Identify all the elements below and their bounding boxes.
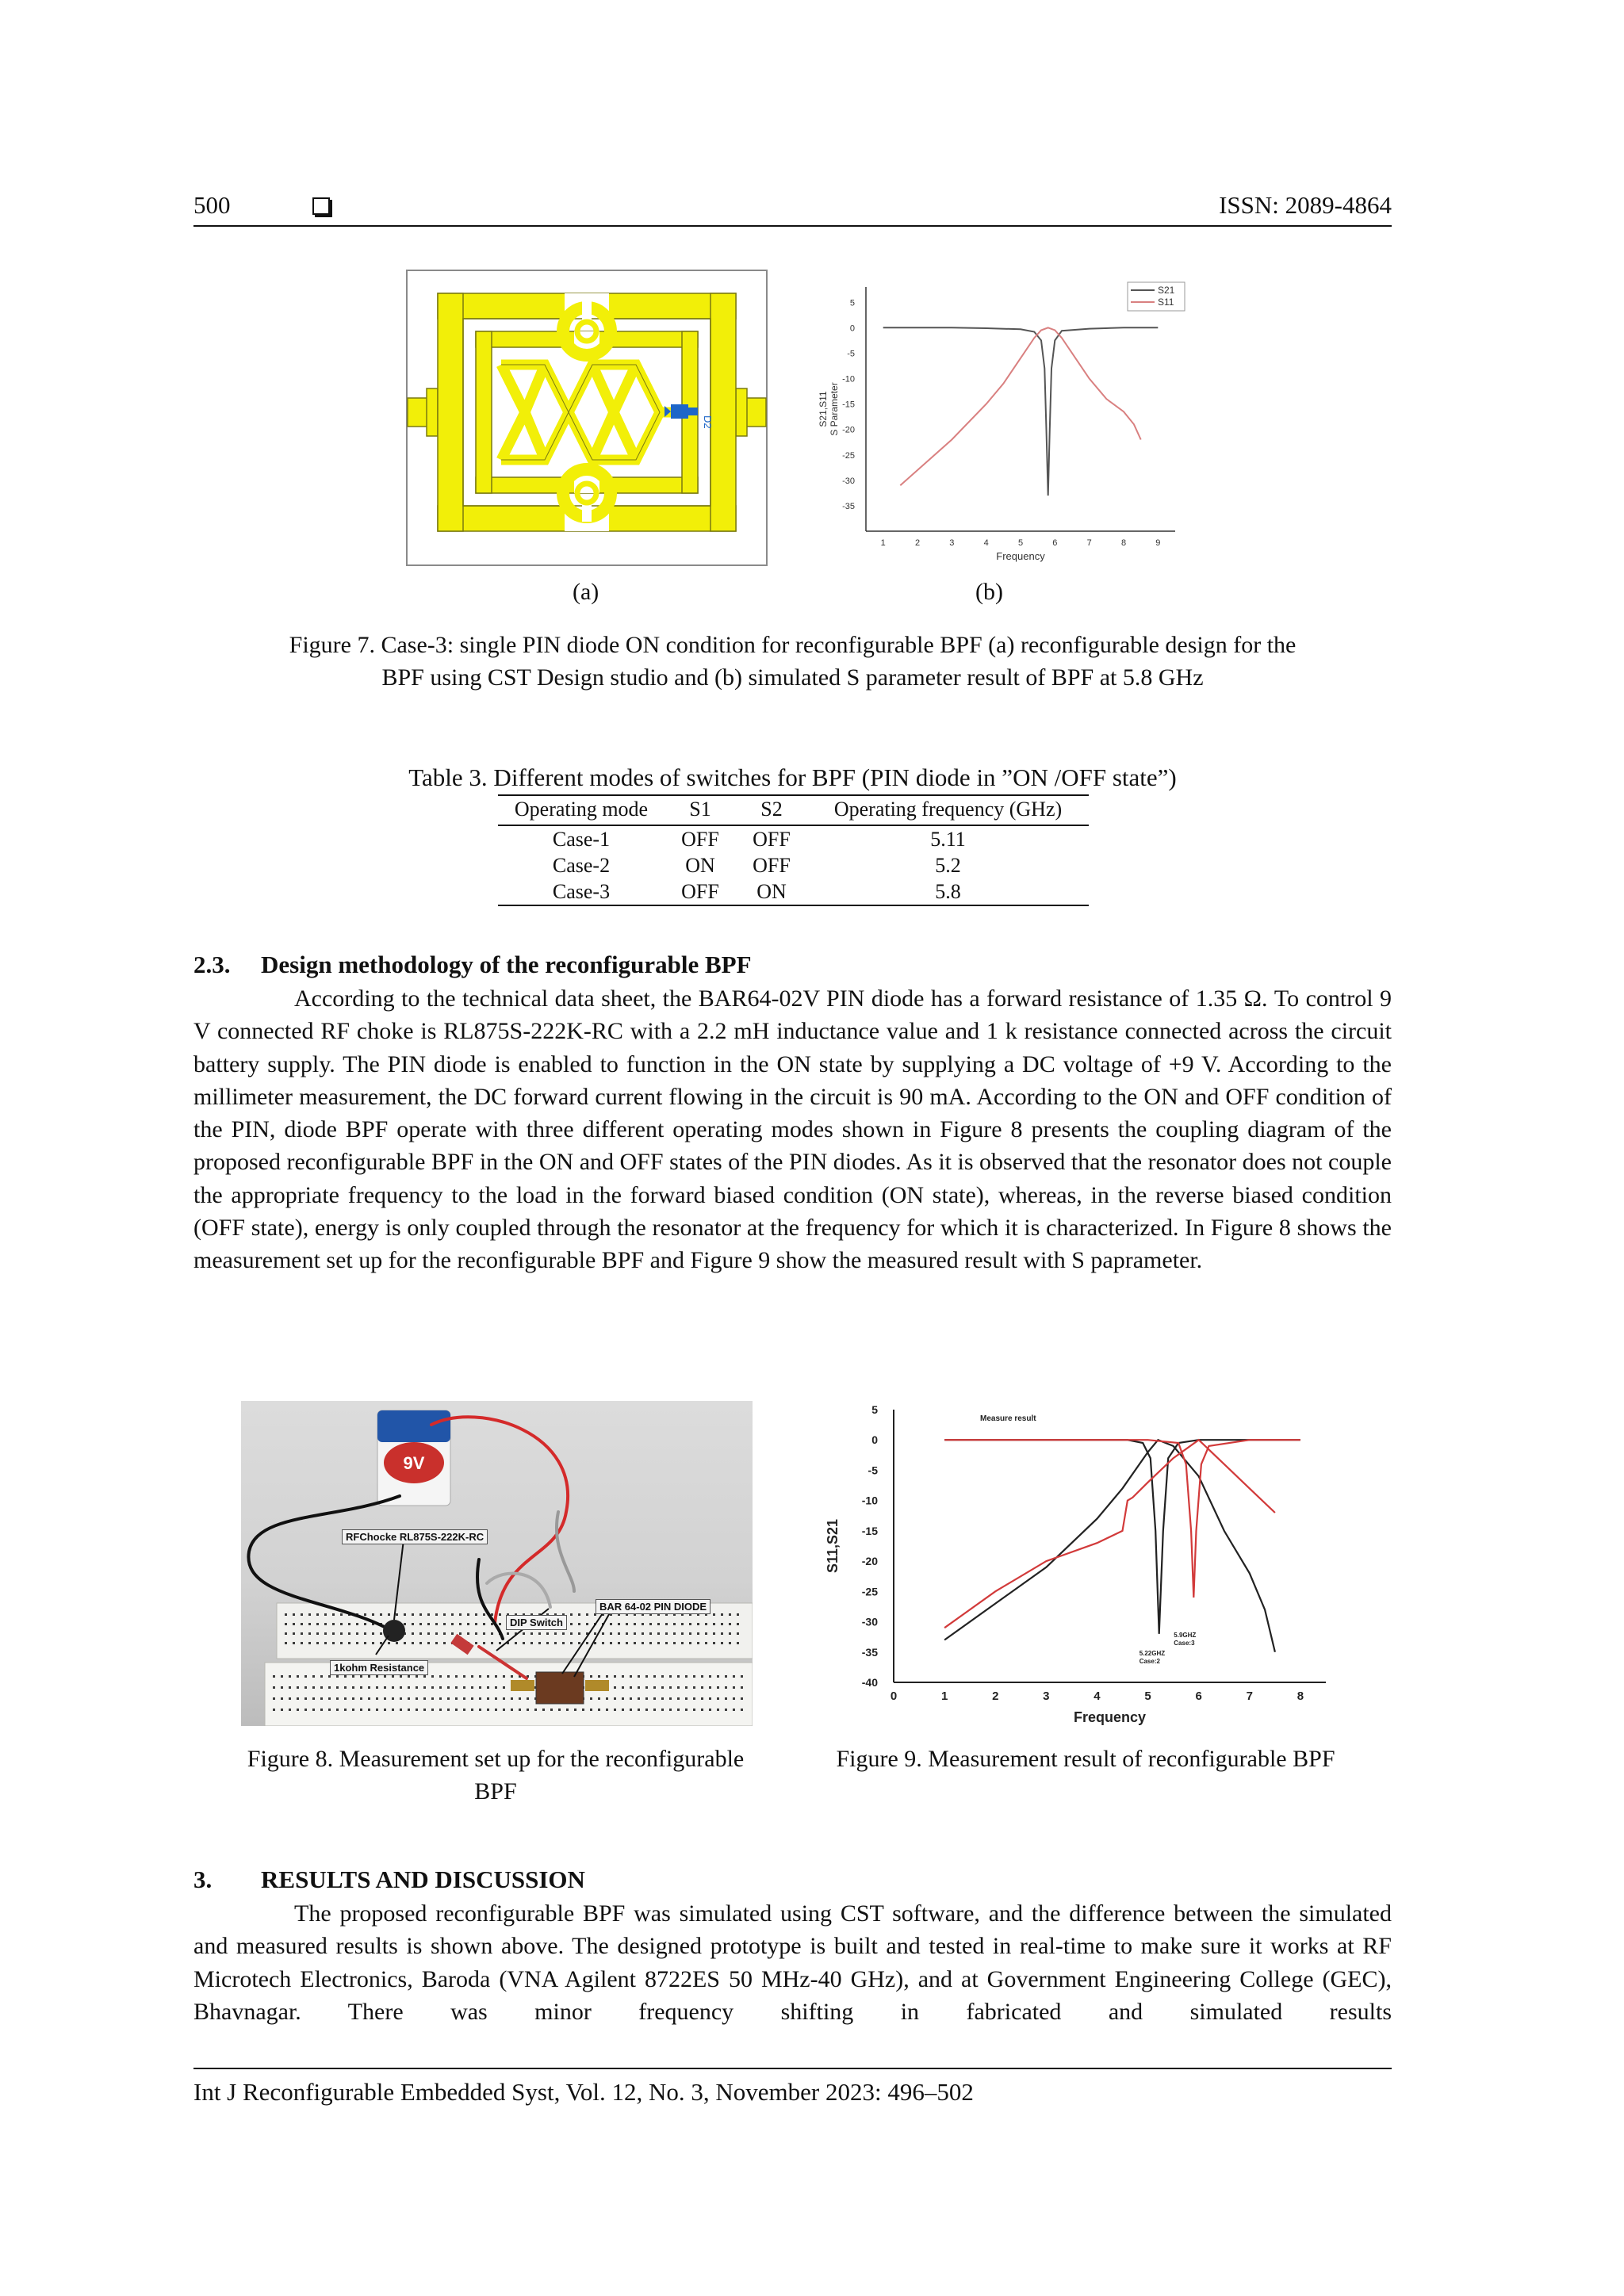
y-tick-label: 0 (849, 323, 855, 334)
section-2-3-heading (193, 951, 752, 979)
y-tick-label: -20 (842, 425, 855, 435)
photo-label-resistor: 1kohm Resistance (330, 1660, 428, 1675)
x-tick-label: 0 (890, 1689, 898, 1703)
table-cell: Case-1 (552, 828, 611, 851)
y-tick-label: -25 (861, 1585, 878, 1598)
table-row (498, 825, 1089, 852)
x-axis-label: Frequency (996, 550, 1045, 562)
x-tick-label: 5 (1144, 1689, 1151, 1703)
y-axis-label: S21,S11 (818, 391, 829, 427)
section-3-body (193, 1897, 1392, 2028)
table-cell: 5.2 (935, 854, 961, 877)
y-tick-label: -5 (868, 1464, 878, 1477)
measurement-setup-photo (241, 1401, 753, 1726)
y-tick-label: -25 (842, 450, 855, 461)
section-title: Design methodology of the reconfigurable BPF (261, 951, 752, 978)
table-cell: Case-3 (498, 878, 665, 905)
footer-rule (193, 2068, 1392, 2069)
x-tick-label: 6 (1052, 538, 1058, 548)
table-header-cell: Operating frequency (GHz) (807, 795, 1089, 825)
table-header-cell: Operating mode (498, 795, 665, 825)
x-tick-label: 6 (1195, 1689, 1202, 1703)
diode-label: D2 (702, 415, 714, 429)
y-axis-label: S Parameter (829, 382, 840, 436)
x-tick-label: 8 (1120, 538, 1127, 548)
x-tick-label: 2 (992, 1689, 999, 1703)
svg-text:9V: 9V (403, 1453, 425, 1473)
y-tick-label: -10 (861, 1494, 878, 1507)
figure7-caption (193, 629, 1392, 694)
table-cell: OFF (681, 828, 719, 851)
bpf-layout-design (406, 270, 768, 566)
table-header-cell: S2 (736, 795, 807, 825)
header-rule (193, 225, 1392, 227)
x-tick-label: 1 (940, 1689, 948, 1703)
figure8-caption-line2: BPF (474, 1778, 517, 1804)
y-tick-label: 0 (871, 1433, 878, 1447)
paragraph: According to the technical data sheet, the BAR64-02V PIN diode has a forward resistance of 1.35 Ω. To control 9 V connected RF choke is RL875S-222K-RC with a 2.2 mH inductance value and 1 k resistance connected across the circuit battery supply. The PIN diode is enabled to function in the ON state by supplying a DC voltage of +9 V. According to the millimeter measurement, the DC forward current flowing in the circuit is 90 mA. According to the ON and OFF condition of the PIN, diode BPF operate with three different operating modes shown in Figure 8 presents the coupling diagram of the proposed reconfigurable BPF in the ON and OFF states of the PIN diodes. As it is observed that the resonator does not couple the appropriate frequency to the load in the forward biased condition (ON state), whereas, in the reverse biased condition (OFF state), energy is only coupled through the resonator at the frequency for which it is characterized. In Figure 8 shows the measurement set up for the reconfigurable BPF and Figure 9 show the measured result with S paprameter. (193, 985, 1392, 1274)
square-bullet-icon (312, 197, 330, 215)
y-tick-label: -5 (847, 349, 855, 359)
y-tick-label: -30 (861, 1615, 878, 1628)
x-tick-label: 3 (949, 538, 955, 548)
table-cell: OFF (665, 878, 736, 905)
issn: ISSN: 2089-4864 (1219, 191, 1392, 219)
table-header-cell: S1 (665, 795, 736, 825)
table-cell: ON (736, 878, 807, 905)
photo-label-dip-switch: DIP Switch (506, 1615, 567, 1630)
y-tick-label: -35 (842, 501, 855, 511)
figure8-caption-line1: Figure 8. Measurement set up for the reconfigurable (247, 1746, 745, 1772)
table-cell: 5.8 (807, 878, 1089, 905)
footer-citation: Int J Reconfigurable Embedded Syst, Vol. 12, No. 3, November 2023: 496–502 (193, 2078, 974, 2106)
photo-label-pin-diode: BAR 64-02 PIN DIODE (596, 1599, 710, 1614)
figure7-label-a: (a) (573, 579, 599, 605)
section-2-3-body (193, 982, 1392, 1277)
table-cell: ON (685, 854, 715, 877)
x-tick-label: 2 (914, 538, 921, 548)
figure8-caption (208, 1743, 783, 1808)
table-cell: Case-2 (552, 854, 611, 877)
table-cell: OFF (753, 828, 791, 851)
figure7-label-b: (b) (975, 579, 1003, 605)
series-line-2 (944, 1440, 1275, 1652)
data-annotation: Case:2 (1139, 1658, 1160, 1666)
x-axis-label: Frequency (1073, 1709, 1147, 1725)
series-line-3 (944, 1440, 1300, 1598)
page-number: 500 (193, 191, 231, 219)
y-tick-label: -10 (842, 374, 855, 385)
table3-caption: Table 3. Different modes of switches for BPF (PIN diode in ”ON /OFF state”) (408, 763, 1177, 791)
section-number: 3. (193, 1866, 213, 1893)
y-tick-label: 5 (871, 1403, 878, 1416)
x-tick-label: 9 (1155, 538, 1161, 548)
x-tick-label: 7 (1246, 1689, 1253, 1703)
y-tick-label: -15 (861, 1524, 878, 1537)
y-tick-label: -35 (861, 1645, 878, 1659)
x-tick-label: 3 (1043, 1689, 1050, 1703)
data-annotation: 5.9GHZ (1174, 1632, 1197, 1640)
series-line-s11 (900, 327, 1140, 485)
y-tick-label: 5 (849, 298, 855, 308)
modes-table (498, 794, 1089, 906)
y-tick-label: -20 (861, 1555, 878, 1568)
y-axis-label: S11,S21 (825, 1518, 841, 1574)
series-line-s21 (883, 327, 1159, 496)
figure7-caption-line1: Figure 7. Case-3: single PIN diode ON condition for reconfigurable BPF (a) reconfigurable design for the (289, 632, 1297, 658)
data-annotation: 5.22GHZ (1139, 1650, 1166, 1658)
y-tick-label: -15 (842, 400, 855, 410)
table-cell: 5.11 (930, 828, 966, 851)
legend-entry: S11 (1158, 297, 1174, 308)
section-title: RESULTS AND DISCUSSION (261, 1866, 585, 1893)
figure7-caption-line2: BPF using CST Design studio and (b) simulated S parameter result of BPF at 5.8 GHz (381, 664, 1204, 691)
table-row (498, 852, 1089, 878)
x-tick-label: 4 (983, 538, 989, 548)
table-cell: OFF (753, 854, 791, 877)
photo-label-choke: RFChocke RL875S-222K-RC (342, 1529, 488, 1544)
y-tick-label: -30 (842, 476, 855, 486)
legend-box (1128, 282, 1185, 311)
series-line-1 (944, 1440, 1300, 1634)
x-tick-label: 4 (1094, 1689, 1101, 1703)
legend-entry: S21 (1158, 285, 1175, 296)
figure9-caption: Figure 9. Measurement result of reconfigurable BPF (836, 1746, 1335, 1772)
measured-result-chart (818, 1395, 1342, 1728)
table-row (498, 878, 1089, 905)
data-annotation: Case:3 (1174, 1640, 1195, 1647)
paragraph: The proposed reconfigurable BPF was simulated using CST software, and the difference between the simulated and measured results is shown above. The designed prototype is built and tested in real-time to make sure it works at RF Microtech Electronics, Baroda (VNA Agilent 8722ES 50 MHz-40 GHz), and at Government Engineering College (GEC), Bhavnagar. There was minor frequency shifting in fabricated and simulated results (193, 1900, 1392, 2025)
x-tick-label: 7 (1086, 538, 1092, 548)
y-tick-label: -40 (861, 1676, 878, 1689)
simulated-s-parameter-chart (810, 279, 1199, 572)
table-header-row (498, 795, 1089, 825)
section-3-heading (193, 1866, 585, 1894)
chart-title: Measure result (980, 1414, 1036, 1423)
section-number: 2.3. (193, 951, 231, 978)
x-tick-label: 5 (1017, 538, 1024, 548)
x-tick-label: 8 (1297, 1689, 1304, 1703)
x-tick-label: 1 (880, 538, 886, 548)
